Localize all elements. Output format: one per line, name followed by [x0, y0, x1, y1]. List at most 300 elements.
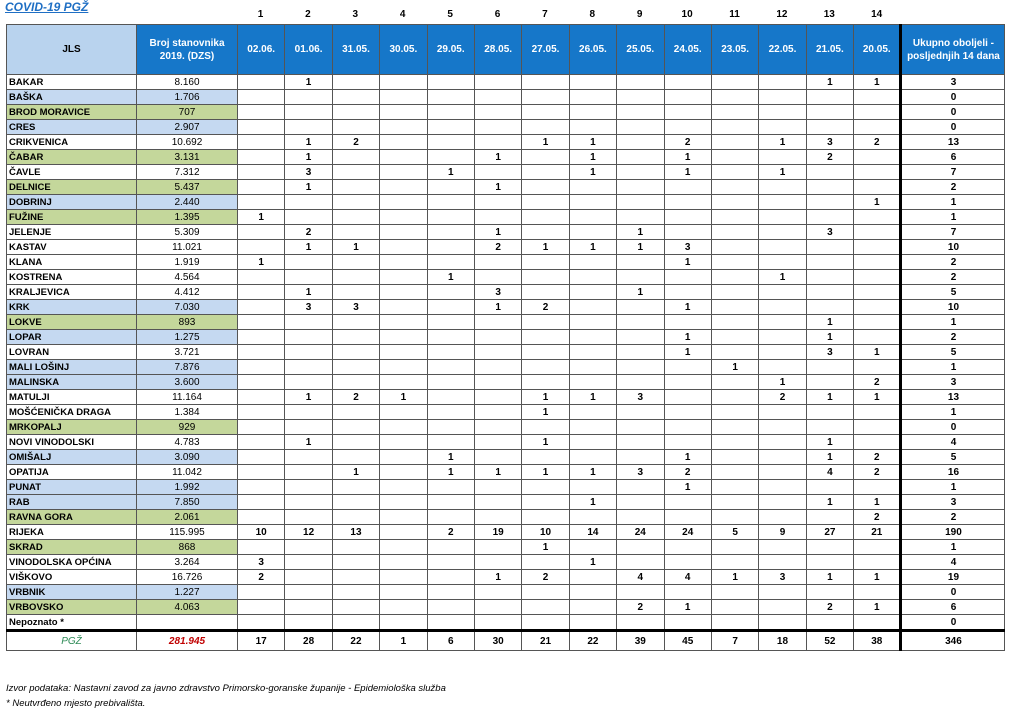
case-cell	[474, 165, 521, 180]
case-cell	[285, 510, 332, 525]
case-cell	[711, 240, 758, 255]
case-cell	[285, 360, 332, 375]
case-cell: 1	[522, 405, 569, 420]
case-cell	[759, 255, 806, 270]
table-row	[7, 570, 1005, 585]
table-row	[7, 585, 1005, 600]
case-cell	[806, 90, 853, 105]
table-row	[7, 480, 1005, 495]
case-cell	[759, 510, 806, 525]
header-date: 01.06.	[285, 25, 332, 75]
case-cell	[617, 270, 664, 285]
municipality-name: VINODOLSKA OPĆINA	[7, 555, 137, 570]
case-cell	[427, 375, 474, 390]
column-number: 1	[257, 9, 264, 20]
case-cell	[427, 405, 474, 420]
case-cell	[380, 120, 427, 135]
total-cell: 2	[901, 270, 1005, 285]
case-cell	[854, 210, 901, 225]
case-cell	[522, 270, 569, 285]
table-row	[7, 390, 1005, 405]
case-cell	[711, 555, 758, 570]
case-cell	[569, 540, 616, 555]
municipality-name: KRK	[7, 300, 137, 315]
case-cell	[806, 300, 853, 315]
case-cell: 27	[806, 525, 853, 540]
case-cell: 1	[285, 135, 332, 150]
case-cell	[380, 360, 427, 375]
case-cell: 1	[759, 165, 806, 180]
case-cell	[427, 360, 474, 375]
case-cell	[427, 330, 474, 345]
summary-cell: 52	[806, 631, 853, 651]
case-cell	[854, 300, 901, 315]
case-cell: 1	[285, 285, 332, 300]
case-cell	[238, 225, 285, 240]
case-cell	[238, 480, 285, 495]
case-cell	[854, 120, 901, 135]
table-row	[7, 75, 1005, 90]
case-cell	[238, 450, 285, 465]
case-cell	[711, 465, 758, 480]
case-cell	[427, 495, 474, 510]
case-cell	[238, 360, 285, 375]
population-cell: 3.090	[137, 450, 238, 465]
column-number: 13	[823, 9, 835, 20]
case-cell: 1	[806, 315, 853, 330]
case-cell	[806, 165, 853, 180]
case-cell	[664, 210, 711, 225]
case-cell	[238, 150, 285, 165]
case-cell	[854, 240, 901, 255]
case-cell	[759, 240, 806, 255]
case-cell	[854, 555, 901, 570]
summary-population: 281.945	[137, 631, 238, 651]
case-cell	[617, 315, 664, 330]
case-cell	[854, 105, 901, 120]
case-cell: 3	[617, 390, 664, 405]
case-cell	[522, 120, 569, 135]
case-cell: 1	[664, 600, 711, 615]
case-cell	[664, 180, 711, 195]
header-jls: JLS	[7, 25, 137, 75]
case-cell: 9	[759, 525, 806, 540]
case-cell	[380, 285, 427, 300]
case-cell	[474, 390, 521, 405]
case-cell: 1	[427, 465, 474, 480]
case-cell	[238, 540, 285, 555]
population-cell: 7.030	[137, 300, 238, 315]
case-cell	[569, 180, 616, 195]
case-cell	[238, 615, 285, 631]
case-cell	[474, 195, 521, 210]
case-cell	[474, 555, 521, 570]
case-cell	[380, 75, 427, 90]
case-cell	[569, 585, 616, 600]
case-cell	[759, 585, 806, 600]
case-cell: 1	[569, 165, 616, 180]
case-cell	[617, 495, 664, 510]
case-cell	[569, 105, 616, 120]
case-cell	[427, 570, 474, 585]
case-cell	[806, 180, 853, 195]
case-cell	[522, 480, 569, 495]
case-cell: 1	[285, 240, 332, 255]
case-cell: 1	[759, 375, 806, 390]
header-date: 24.05.	[664, 25, 711, 75]
header-total: Ukupno oboljeli - posljednjih 14 dana	[901, 25, 1005, 75]
case-cell	[427, 390, 474, 405]
total-cell: 13	[901, 135, 1005, 150]
case-cell	[759, 420, 806, 435]
header-date: 20.05.	[854, 25, 901, 75]
population-cell: 4.564	[137, 270, 238, 285]
case-cell	[285, 495, 332, 510]
summary-cell: 38	[854, 631, 901, 651]
case-cell: 1	[522, 465, 569, 480]
case-cell	[711, 615, 758, 631]
case-cell	[522, 585, 569, 600]
case-cell: 2	[664, 465, 711, 480]
population-cell: 7.850	[137, 495, 238, 510]
case-cell	[759, 555, 806, 570]
case-cell: 1	[238, 255, 285, 270]
case-cell	[380, 465, 427, 480]
summary-cell: 6	[427, 631, 474, 651]
case-cell: 1	[427, 450, 474, 465]
case-cell: 21	[854, 525, 901, 540]
case-cell	[332, 330, 379, 345]
case-cell	[474, 315, 521, 330]
case-cell	[332, 615, 379, 631]
case-cell	[427, 105, 474, 120]
case-cell	[806, 555, 853, 570]
municipality-name: LOPAR	[7, 330, 137, 345]
case-cell: 1	[474, 570, 521, 585]
case-cell	[380, 570, 427, 585]
case-cell	[522, 180, 569, 195]
case-cell	[474, 105, 521, 120]
case-cell	[285, 420, 332, 435]
total-cell: 13	[901, 390, 1005, 405]
case-cell	[380, 105, 427, 120]
column-number: 6	[494, 9, 501, 20]
case-cell	[332, 420, 379, 435]
population-cell: 893	[137, 315, 238, 330]
municipality-name: SKRAD	[7, 540, 137, 555]
case-cell	[522, 615, 569, 631]
case-cell: 1	[617, 225, 664, 240]
population-cell: 115.995	[137, 525, 238, 540]
population-cell: 1.384	[137, 405, 238, 420]
case-cell	[380, 540, 427, 555]
header-date: 29.05.	[427, 25, 474, 75]
case-cell	[380, 210, 427, 225]
case-cell	[427, 420, 474, 435]
total-cell: 0	[901, 585, 1005, 600]
case-cell	[285, 570, 332, 585]
case-cell	[238, 495, 285, 510]
municipality-name: DELNICE	[7, 180, 137, 195]
municipality-name: RAVNA GORA	[7, 510, 137, 525]
case-cell	[285, 120, 332, 135]
case-cell	[569, 270, 616, 285]
case-cell	[427, 615, 474, 631]
case-cell	[285, 330, 332, 345]
summary-total: 346	[901, 631, 1005, 651]
column-number: 8	[589, 9, 596, 20]
case-cell	[711, 330, 758, 345]
case-cell	[380, 150, 427, 165]
case-cell: 2	[759, 390, 806, 405]
case-cell: 1	[332, 465, 379, 480]
case-cell	[380, 525, 427, 540]
case-cell	[711, 285, 758, 300]
total-cell: 19	[901, 570, 1005, 585]
table-row	[7, 555, 1005, 570]
case-cell	[427, 480, 474, 495]
total-cell: 1	[901, 480, 1005, 495]
case-cell	[380, 240, 427, 255]
total-cell: 1	[901, 540, 1005, 555]
case-cell	[711, 270, 758, 285]
case-cell: 1	[759, 135, 806, 150]
table-row	[7, 210, 1005, 225]
case-cell	[617, 330, 664, 345]
case-cell: 1	[427, 270, 474, 285]
case-cell	[806, 240, 853, 255]
case-cell	[285, 195, 332, 210]
total-cell: 5	[901, 285, 1005, 300]
case-cell	[664, 390, 711, 405]
case-cell: 19	[474, 525, 521, 540]
case-cell	[427, 120, 474, 135]
table-row	[7, 255, 1005, 270]
case-cell	[617, 435, 664, 450]
case-cell	[332, 555, 379, 570]
case-cell: 1	[664, 255, 711, 270]
case-cell	[759, 300, 806, 315]
case-cell	[474, 480, 521, 495]
case-cell	[238, 120, 285, 135]
case-cell	[474, 615, 521, 631]
case-cell	[854, 435, 901, 450]
case-cell	[332, 345, 379, 360]
case-cell	[332, 360, 379, 375]
total-cell: 1	[901, 195, 1005, 210]
case-cell	[522, 225, 569, 240]
case-cell	[854, 285, 901, 300]
case-cell	[806, 585, 853, 600]
case-cell: 3	[332, 300, 379, 315]
footnote: * Neutvrđeno mjesto prebivališta.	[6, 698, 146, 709]
case-cell: 12	[285, 525, 332, 540]
case-cell	[759, 330, 806, 345]
case-cell: 2	[522, 300, 569, 315]
case-cell	[380, 330, 427, 345]
case-cell: 1	[569, 555, 616, 570]
case-cell	[806, 360, 853, 375]
header-date: 26.05.	[569, 25, 616, 75]
case-cell: 1	[854, 600, 901, 615]
case-cell	[664, 195, 711, 210]
case-cell	[711, 390, 758, 405]
case-cell	[332, 210, 379, 225]
case-cell	[617, 255, 664, 270]
case-cell	[238, 270, 285, 285]
case-cell: 1	[569, 465, 616, 480]
case-cell	[285, 255, 332, 270]
case-cell	[238, 240, 285, 255]
case-cell: 1	[854, 495, 901, 510]
case-cell	[380, 165, 427, 180]
case-cell	[664, 270, 711, 285]
case-cell	[332, 315, 379, 330]
case-cell	[759, 225, 806, 240]
case-cell	[617, 480, 664, 495]
case-cell	[427, 300, 474, 315]
table-row	[7, 510, 1005, 525]
table-row	[7, 120, 1005, 135]
total-cell: 2	[901, 255, 1005, 270]
case-cell	[238, 465, 285, 480]
case-cell	[617, 300, 664, 315]
case-cell	[806, 255, 853, 270]
case-cell	[854, 420, 901, 435]
case-cell	[569, 450, 616, 465]
case-cell	[617, 135, 664, 150]
case-cell	[711, 405, 758, 420]
municipality-name: RIJEKA	[7, 525, 137, 540]
table-row	[7, 90, 1005, 105]
table-row	[7, 465, 1005, 480]
case-cell	[617, 615, 664, 631]
case-cell	[664, 360, 711, 375]
case-cell	[474, 135, 521, 150]
case-cell	[759, 75, 806, 90]
case-cell: 1	[474, 180, 521, 195]
case-cell	[854, 225, 901, 240]
summary-cell: 21	[522, 631, 569, 651]
case-cell	[238, 330, 285, 345]
case-cell	[285, 210, 332, 225]
case-cell	[522, 285, 569, 300]
case-cell: 1	[522, 240, 569, 255]
case-cell	[285, 345, 332, 360]
case-cell: 10	[522, 525, 569, 540]
case-cell	[427, 210, 474, 225]
case-cell: 1	[569, 390, 616, 405]
case-cell: 1	[854, 345, 901, 360]
case-cell	[759, 90, 806, 105]
case-cell	[238, 375, 285, 390]
case-cell	[474, 540, 521, 555]
case-cell	[427, 195, 474, 210]
case-cell	[380, 435, 427, 450]
case-cell: 1	[474, 300, 521, 315]
case-cell	[522, 105, 569, 120]
case-cell: 2	[854, 375, 901, 390]
case-cell	[285, 585, 332, 600]
total-cell: 7	[901, 225, 1005, 240]
case-cell	[332, 255, 379, 270]
case-cell	[617, 75, 664, 90]
case-cell: 2	[285, 225, 332, 240]
case-cell	[380, 90, 427, 105]
case-cell	[380, 180, 427, 195]
case-cell	[474, 75, 521, 90]
case-cell	[759, 105, 806, 120]
case-cell	[332, 105, 379, 120]
column-number: 5	[447, 9, 453, 20]
case-cell	[238, 510, 285, 525]
case-cell	[569, 285, 616, 300]
population-cell	[137, 615, 238, 631]
population-cell: 929	[137, 420, 238, 435]
table-row	[7, 180, 1005, 195]
case-cell	[285, 600, 332, 615]
case-cell	[285, 540, 332, 555]
case-cell	[806, 420, 853, 435]
case-cell	[380, 420, 427, 435]
case-cell	[664, 285, 711, 300]
case-cell	[474, 585, 521, 600]
case-cell	[474, 210, 521, 225]
case-cell	[238, 435, 285, 450]
case-cell: 4	[806, 465, 853, 480]
case-cell	[380, 405, 427, 420]
municipality-name: LOKVE	[7, 315, 137, 330]
population-cell: 11.042	[137, 465, 238, 480]
case-cell	[522, 345, 569, 360]
column-number: 4	[399, 9, 406, 20]
case-cell	[617, 105, 664, 120]
case-cell	[806, 615, 853, 631]
case-cell	[474, 270, 521, 285]
municipality-name: MOŠĆENIČKA DRAGA	[7, 405, 137, 420]
case-cell	[285, 450, 332, 465]
case-cell	[522, 495, 569, 510]
case-cell	[238, 165, 285, 180]
municipality-name: KRALJEVICA	[7, 285, 137, 300]
case-cell	[427, 75, 474, 90]
case-cell	[569, 330, 616, 345]
table-row	[7, 225, 1005, 240]
case-cell	[380, 375, 427, 390]
case-cell: 3	[285, 300, 332, 315]
summary-cell: 30	[474, 631, 521, 651]
case-cell	[238, 135, 285, 150]
case-cell	[759, 540, 806, 555]
case-cell: 1	[854, 75, 901, 90]
case-cell	[711, 105, 758, 120]
column-number: 3	[352, 9, 359, 20]
population-cell: 8.160	[137, 75, 238, 90]
summary-cell: 22	[332, 631, 379, 651]
case-cell	[332, 495, 379, 510]
case-cell	[569, 255, 616, 270]
case-cell	[427, 555, 474, 570]
case-cell: 1	[664, 450, 711, 465]
population-cell: 16.726	[137, 570, 238, 585]
case-cell	[285, 90, 332, 105]
table-row	[7, 375, 1005, 390]
case-cell	[332, 195, 379, 210]
case-cell	[617, 420, 664, 435]
case-cell	[427, 345, 474, 360]
case-cell: 1	[285, 75, 332, 90]
municipality-name: MATULJI	[7, 390, 137, 405]
